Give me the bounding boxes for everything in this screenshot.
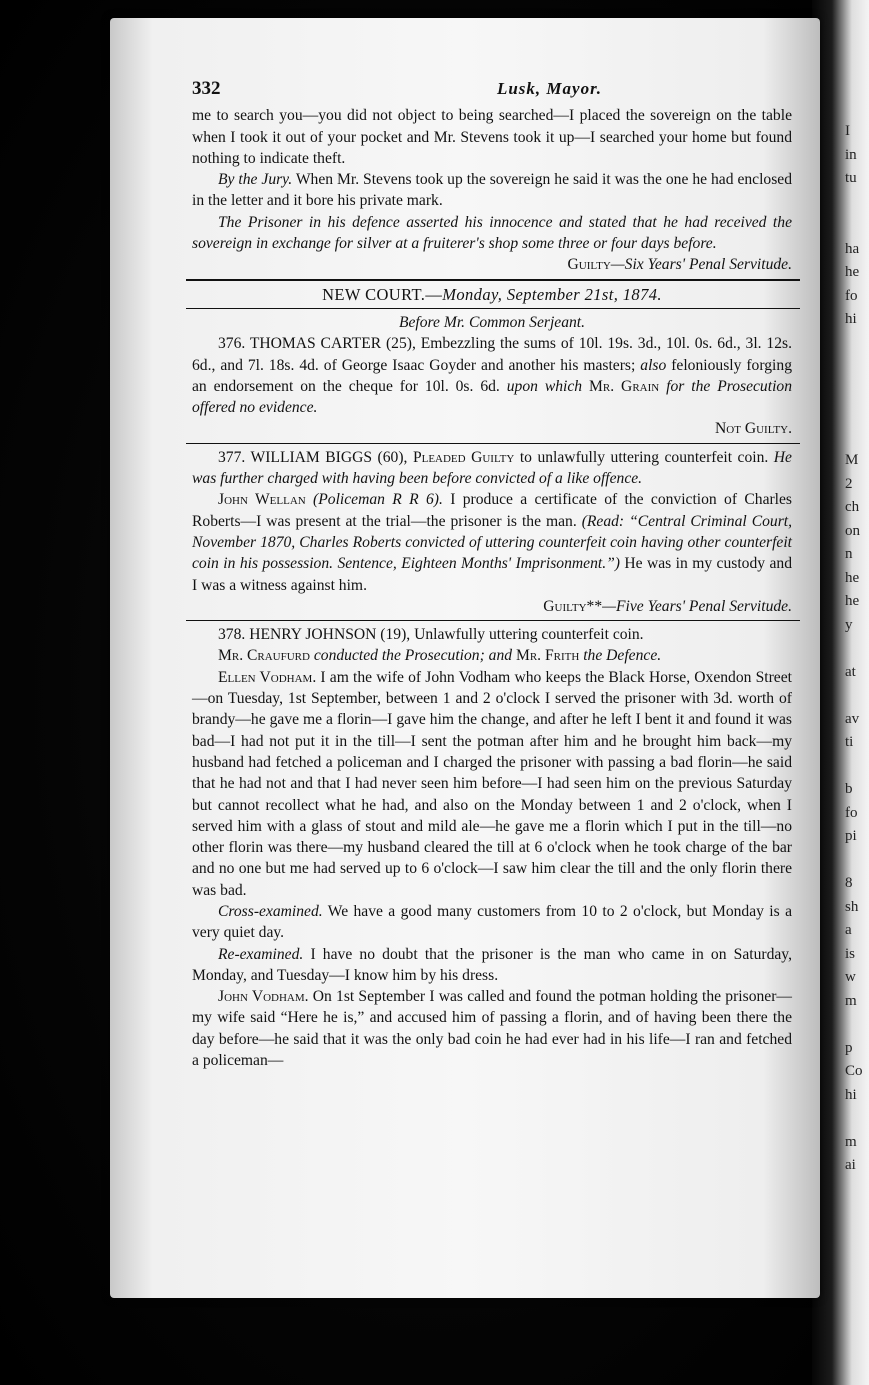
paragraph: [192, 169, 792, 212]
section-rule: [186, 279, 800, 281]
text-run: Re-examined.: [218, 945, 304, 963]
paragraph: [192, 596, 792, 617]
text-run: When Mr. Stevens took up the sovereign he said it was the one he had enclosed in the letter and it bore his private mark.: [192, 171, 793, 210]
page-header: [192, 78, 792, 99]
bleed-fragment: a: [845, 922, 852, 938]
text-run: By the Jury.: [218, 171, 293, 189]
bleed-fragment: he: [845, 264, 860, 280]
bleed-fragment: m: [845, 1133, 857, 1150]
bleed-fragment: hi: [845, 1086, 857, 1103]
bleed-fragment: ai: [845, 1157, 856, 1173]
paragraph: [192, 901, 792, 944]
text-run: Mr. Frith: [515, 647, 580, 665]
paragraph: [192, 645, 792, 666]
text-run: 377. WILLIAM BIGGS (60),: [218, 448, 413, 466]
paragraph: The Prisoner in his defence asserted his innocence and stated that he had received the sovereign in exchange for silver at a fruiterer's shop some three or four days before.: [192, 213, 792, 253]
paragraph: [192, 254, 792, 275]
text-run: 376. THOMAS CARTER (25), Embezzling the sums of 10l. 19s. 3d., 10l. 0s. 6d., 3l. 12s. 6d., and 7l. 18s. 4d. of George Isaac Goyder and another his masters;: [192, 335, 792, 374]
bleed-fragment: ch: [845, 499, 860, 515]
text-run: —Five Years' Penal Servitude.: [602, 597, 792, 615]
bleed-fragment: [845, 426, 869, 450]
bleed-fragment: Co: [845, 1063, 863, 1079]
book-page: [110, 18, 820, 1298]
text-run: Guilty**: [543, 597, 603, 615]
bleed-fragment: [845, 379, 869, 403]
bleed-fragment: 8: [845, 875, 853, 891]
bleed-fragment: [845, 1107, 869, 1131]
bleed-fragment: [845, 849, 869, 873]
bleed-fragment: he: [845, 569, 860, 586]
bleed-fragment: av: [845, 710, 860, 727]
bleed-fragment: [845, 191, 869, 215]
bleed-fragment: fo: [845, 804, 858, 821]
bleed-fragment: p: [845, 1039, 853, 1056]
text-run: feloniously forging an endorsement on the cheque for 10l. 0s. 6d.: [192, 356, 792, 395]
paragraph: [192, 944, 792, 987]
text-run: Pleaded Guilty: [412, 448, 515, 466]
paragraph: [192, 667, 792, 901]
bleed-fragment: [845, 214, 869, 238]
text-run: upon which: [506, 377, 590, 395]
bleed-fragment: sh: [845, 898, 859, 915]
text-run: Guilty: [567, 256, 611, 274]
bleed-fragment: [845, 684, 869, 708]
paragraph: [192, 418, 792, 439]
text-run: On 1st September I was called and found the potman holding the prisoner—my wife said “Here he is,” and accused him of passing a florin, and of having been there the day before—he said that it was the only bad coin he had ever had in his life—I ran and fetched a policeman—: [192, 988, 792, 1070]
bleed-fragment: 2: [845, 475, 853, 492]
bleed-fragment: b: [845, 781, 853, 797]
bleed-fragment: I: [845, 123, 850, 139]
bleed-fragment: y: [845, 616, 853, 633]
running-head: Lusk, Mayor.: [496, 79, 602, 98]
text-run: —Six Years' Penal Servitude.: [610, 256, 792, 274]
bleed-fragment: tu: [845, 170, 857, 186]
paragraph: Before Mr. Common Serjeant.: [398, 313, 586, 331]
text-run: (Read: “Central Criminal Court, November 1870, Charles Roberts convicted of uttering counterfeit coin having other counterfeit coin in his possession. Sentence, Eighteen Months' Imprisonment.”): [192, 512, 792, 573]
paragraph: [192, 986, 792, 1071]
bleed-fragment: [845, 755, 869, 779]
text-run: Mr. Grain: [589, 377, 660, 395]
bleed-fragment: M: [845, 452, 859, 468]
paragraph: [192, 447, 792, 490]
text-run: Not Guilty.: [715, 420, 792, 438]
bleed-fragment: [845, 1013, 869, 1037]
text-run: Ellen Vodham.: [218, 668, 317, 686]
page-number: 332: [192, 78, 221, 99]
text-run: I am the wife of John Vodham who keeps the Black Horse, Oxendon Street—on Tuesday, 1st September, between 1 and 2 o'clock I served the prisoner with 3d. worth of brandy—he gave me a florin—I gave him the change, and after he left I bent it and found it was bad—I had not put it in the till—I sent the potman after him and he brought him back—my husband had fetched a policeman and I charged the prisoner with passing a bad florin—he said that he had not and that I had never seen him before—I had seen him on the previous Saturday but cannot recollect what he had, and also on the Monday between 1 and 2 o'clock, when I served him with a glass of stout and mild ale—he gave me a florin which I put in the till—no other florin was there—my husband cleared the till at 6 o'clock when he took charge of the bar and no one but me had served up to 6 o'clock—I saw him clear the till and the only florin there was bad.: [192, 668, 792, 899]
paragraph: [192, 284, 792, 305]
bleed-fragment: ti: [845, 734, 854, 750]
text-run: I produce a certificate of the conviction of Charles Roberts—I was present at the trial—the prisoner is the man.: [192, 491, 793, 530]
text-run: We have a good many customers from 10 to 2 o'clock, but Monday is a very quiet day.: [192, 902, 792, 942]
text-run: Cross-examined.: [218, 902, 323, 920]
text-run: I have no doubt that the prisoner is the man who came in on Saturday, Monday, and Tuesday—I know him by his dress.: [192, 945, 792, 984]
paragraph: me to search you—you did not object to being searched—I placed the sovereign on the table when I took it out of your pocket and Mr. Stevens took it up—I searched your home but found nothing to indicate theft.: [192, 107, 792, 167]
bleed-fragment: he: [845, 593, 860, 609]
page-text: [192, 78, 792, 1071]
bleed-fragment: in: [845, 146, 857, 163]
bleed-fragment: ha: [845, 240, 860, 257]
text-run: He was further charged with having been before convicted of a like offence.: [192, 448, 792, 488]
text-run: for the Prosecution offered no evidence.: [192, 377, 792, 417]
text-run: NEW COURT.—: [322, 284, 443, 304]
text-run: conducted the Prosecution; and: [309, 647, 516, 665]
paragraph: 378. HENRY JOHNSON (19), Unlawfully uttering counterfeit coin.: [218, 626, 644, 644]
bleed-fragment: [845, 402, 869, 426]
body-flow: [192, 105, 792, 1071]
bleed-fragment: [845, 637, 869, 661]
bleed-fragment: is: [845, 945, 856, 962]
bleed-fragment: m: [845, 992, 857, 1009]
bleed-fragment: n: [845, 546, 853, 562]
bleed-fragment: pi: [845, 828, 857, 844]
text-run: Monday, September 21st, 1874.: [442, 284, 662, 304]
section-rule: [186, 443, 800, 444]
text-run: also: [640, 356, 667, 374]
bleed-fragment: [845, 355, 869, 379]
bleed-fragment: hi: [845, 311, 857, 327]
paragraph: [192, 489, 792, 595]
facing-page-bleed: [845, 120, 869, 1178]
text-run: John Vodham.: [218, 988, 309, 1006]
text-run: He was in my custody and I was a witness against him.: [192, 555, 792, 594]
text-run: John Wellan: [218, 491, 306, 509]
text-run: the Defence.: [579, 647, 662, 665]
section-rule: [186, 308, 800, 309]
bleed-fragment: w: [845, 969, 856, 985]
bleed-fragment: fo: [845, 287, 858, 304]
section-rule: [186, 620, 800, 621]
text-run: to unlawfully uttering counterfeit coin.: [514, 448, 774, 466]
bleed-fragment: on: [845, 522, 860, 539]
bleed-fragment: [845, 332, 869, 356]
paragraph: [192, 333, 792, 418]
text-run: (Policeman R R 6).: [305, 491, 443, 509]
bleed-fragment: at: [845, 663, 856, 680]
text-run: Mr. Craufurd: [218, 647, 310, 665]
